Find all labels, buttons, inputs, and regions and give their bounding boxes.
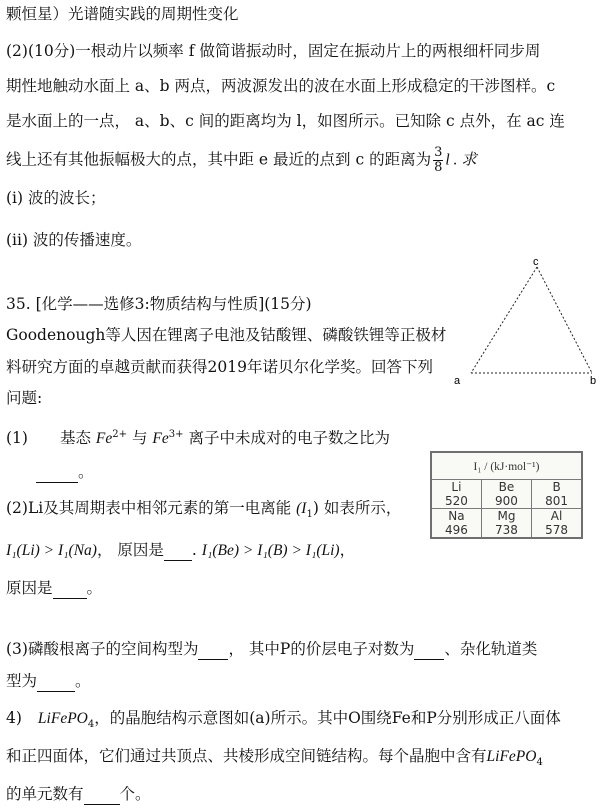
table-row [431, 509, 582, 539]
fraction [433, 146, 443, 175]
text: (2)Li及其周期表中相邻元素的第一电离能 [6, 499, 297, 517]
charge: 2+ [112, 429, 128, 440]
element-symbol: Mg [497, 509, 516, 523]
fraction-denominator: 8 [434, 160, 443, 175]
text: 原因是 [6, 579, 53, 597]
energy-value: 801 [545, 494, 569, 508]
inequality: I₁(Li) > I₁(Na) [6, 542, 97, 559]
element-symbol: Al [550, 509, 563, 523]
text: 与 [131, 429, 148, 448]
answer-blank[interactable] [198, 639, 228, 660]
ionization-energy-table [430, 451, 583, 539]
text: ， 原因是 [96, 541, 164, 559]
text: . [191, 541, 197, 559]
text: l . 求 [445, 151, 477, 169]
triangle-figure [448, 255, 602, 387]
text: 如表所示， [318, 499, 402, 517]
table-row [431, 480, 582, 509]
question-3-line2 [6, 671, 91, 692]
answer-blank[interactable] [36, 462, 78, 483]
sub-question-ii: (ii) 波的传播速度。 [6, 231, 142, 249]
formula: Fe [95, 430, 113, 448]
question-line [6, 146, 477, 175]
text-line: 颗恒星）光谱随实践的周期性变化 [6, 5, 239, 23]
label-c: c [533, 256, 539, 268]
charge: 3+ [168, 429, 184, 440]
answer-line [6, 578, 102, 599]
question-2 [6, 498, 401, 525]
section-header: 35. [化学——选修3:物质结构与性质](15分) [6, 295, 312, 313]
answer-blank[interactable] [37, 671, 75, 692]
text: 、杂化轨道类 [444, 640, 538, 658]
table-cell [481, 480, 531, 509]
formula: LiFePO [486, 748, 537, 765]
answer-blank[interactable] [53, 578, 87, 599]
subscript: 1 [306, 509, 313, 521]
text: ，的晶胞结构示意图如(a)所示。其中O围绕Fe和P分别形成正八面体 [94, 709, 561, 727]
energy-value: 496 [444, 523, 468, 537]
question-4-line2 [6, 746, 543, 773]
question-1 [6, 425, 390, 449]
energy-value: 738 [495, 523, 518, 537]
text: ) [312, 499, 319, 517]
question-line: (2)(10分)一根动片以频率 f 做简谐振动时，固定在振动片上的两根细杆同步周 [6, 42, 541, 60]
question-number: (1) [6, 429, 28, 448]
table-cell [481, 509, 531, 539]
text: 线上还有其他振幅极大的点，其中距 e 最近的点到 c 的距离为 [6, 150, 432, 169]
element-symbol: Be [498, 480, 515, 494]
label-a: a [454, 375, 461, 387]
text: 离子中未成对的电子数之比为 [188, 429, 390, 448]
text: 。 [75, 672, 91, 690]
side-bc [537, 267, 592, 373]
intro-line: 料研究方面的卓越贡献而获得2019年诺贝尔化学奖。回答下列 [6, 358, 433, 376]
sub-question-i: (i) 波的波长； [6, 189, 106, 207]
answer-blank[interactable] [414, 639, 444, 660]
text: 基态 [59, 429, 91, 448]
question-4 [6, 708, 561, 735]
text: 个。 [119, 785, 151, 803]
text: (3)磷酸根离子的空间构型为 [6, 640, 199, 658]
text: ， [339, 541, 356, 559]
fraction-numerator: 3 [434, 145, 443, 160]
answer-line [36, 462, 94, 483]
text: 和正四面体，它们通过共顶点、共棱形成空间链结构。每个晶胞中含有 [6, 747, 487, 765]
element-symbol: B [552, 480, 561, 494]
text: 。 [78, 463, 94, 481]
question-line: 是水面上的一点， a、b、c 间的距离均为 l，如图所示。已知除 c 点外，在 ac 连 [6, 112, 565, 130]
question-number: 4) [6, 709, 22, 727]
question-2-reasons [6, 540, 355, 561]
symbol: (I [296, 500, 307, 517]
question-line: 期性地触动水面上 a、b 两点，两波源发出的波在水面上形成稳定的干涉图样。c [6, 77, 556, 95]
energy-value: 900 [495, 494, 518, 508]
question-4-line3 [6, 784, 151, 805]
inequality: I₁(Be) > I₁(B) > I₁(Li) [201, 542, 340, 559]
table-cell [431, 480, 481, 509]
text: 的单元数有 [6, 785, 84, 803]
element-symbol: Na [448, 509, 465, 523]
subscript: 4 [536, 757, 543, 769]
answer-blank[interactable] [164, 540, 192, 561]
subscript: 4 [87, 719, 95, 731]
element-symbol: Li [451, 480, 462, 494]
text: ， 其中P的价层电子对数为 [228, 640, 415, 658]
table-cell [532, 509, 582, 539]
label-b: b [590, 375, 597, 387]
formula: Fe [152, 430, 169, 448]
text: 。 [86, 579, 103, 597]
text: 型为 [6, 672, 38, 690]
side-ac [471, 267, 537, 373]
table-cell [431, 509, 481, 539]
intro-line: Goodenough等人因在锂离子电池及钴酸锂、磷酸铁锂等正极材 [6, 326, 447, 344]
intro-line: 问题: [6, 389, 43, 407]
table-cell [532, 480, 582, 509]
question-3 [6, 639, 537, 660]
answer-blank[interactable] [84, 784, 120, 805]
table-header: I₁ / (kJ·mol⁻¹) [431, 452, 582, 480]
energy-value: 578 [545, 523, 569, 537]
formula: LiFePO [37, 710, 88, 727]
energy-value: 520 [444, 494, 468, 508]
